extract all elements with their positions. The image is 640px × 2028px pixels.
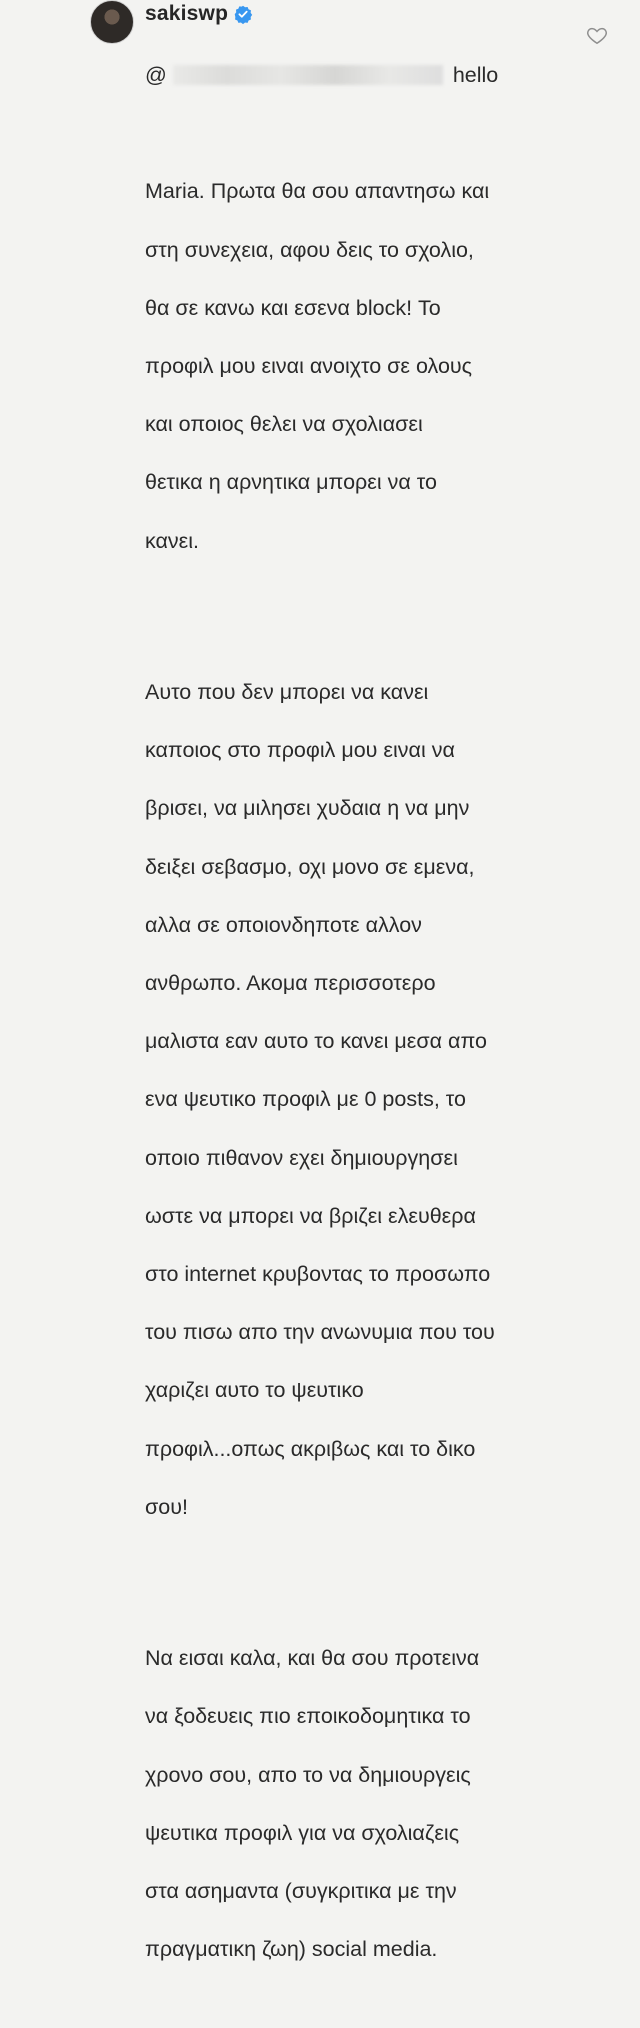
text-line: Να εισαι καλα, και θα σου προτεινα [145,1646,480,1671]
text-line: ανθρωπο. Ακομα περισσοτερο [145,971,436,995]
text-line: προφιλ...οπως ακριβως και το δικο [145,1436,476,1461]
text-line: οποιο πιθανον εχει δημιουργησει [145,1145,458,1170]
text-line: σου! [145,1494,188,1519]
mention-prefix[interactable]: @ [145,63,167,88]
paragraph-1 [145,148,575,584]
username-link[interactable]: sakiswp [145,2,229,25]
text-line: και οποιος θελει να σχολιασει [145,412,423,437]
comment-text [145,32,575,2028]
redacted-mention [173,65,443,85]
text-line: του πισω απο την ανωνυμια που του [145,1320,495,1345]
first-line-tail: hello [452,63,499,88]
text-line: ωστε να μπορει να βριζει ελευθερα [145,1203,476,1228]
first-line [145,61,575,90]
text-line: βρισει, να μιλησει χυδαια η να μην [145,796,470,821]
text-line: Maria. Πρωτα θα σου απαντησω και [145,179,490,204]
paragraph-2 [145,649,575,1551]
text-line: θετικα η αρνητικα μπορει να το [145,470,437,495]
text-line: μαλιστα εαν αυτο το κανει μεσα απο [145,1029,487,1054]
paragraph-3 [145,1615,575,1993]
text-line: αλλα σε οποιονδηποτε αλλον [145,912,422,937]
text-line: προφιλ μου ειναι ανοιχτο σε ολους [145,354,473,379]
text-line: στα ασημαντα (συγκριτικα με την [145,1878,457,1903]
text-line: ψευτικα προφιλ για να σχολιαζεις [145,1820,460,1845]
text-line: στο internet κρυβοντας το προσωπο [145,1261,491,1286]
text-line: χρονο σου, απο το να δημιουργεις [145,1762,471,1787]
text-line: στη συνεχεια, αφου δεις το σχολιο, [145,237,474,262]
text-line: θα σε κανω και εσενα block! Το [145,295,441,320]
text-line: δειξει σεβασμο, οχι μονο σε εμενα, [145,854,475,879]
avatar[interactable] [90,0,134,44]
text-line: καποιος στο προφιλ μου ειναι να [145,738,455,763]
text-line: ενα ψευτικο προφιλ με 0 posts, το [145,1087,466,1112]
text-line: Αυτο που δεν μπορει να κανει [145,680,429,705]
verified-badge-icon [234,5,252,23]
text-line: χαριζει αυτο το ψευτικο [145,1378,364,1403]
text-line: κανει. [145,528,200,553]
heart-outline-icon[interactable] [586,24,608,46]
comment-header [145,0,252,28]
text-line: πραγματικη ζωη) social media. [145,1937,438,1962]
text-line: να ξοδευεις πιο εποικοδομητικα το [145,1704,471,1729]
